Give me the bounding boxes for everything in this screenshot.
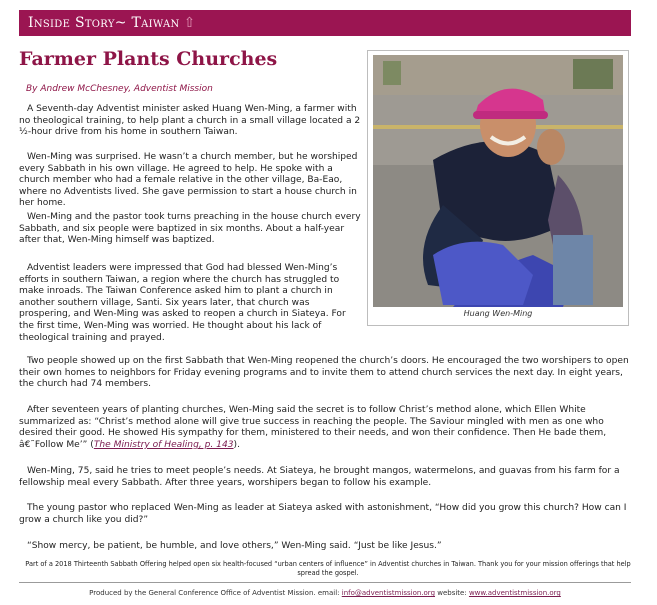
paragraph-4: Adventist leaders were impressed that God had blessed Wen-Ming’s efforts in southern Taiwan, a region where the church has struggled to make inroads. The Taiwan Conference asked him to plant a church in another southern village, Santi. Six years later, that church was prospering, and Wen-Ming was asked to reopen a church in Siateya. For the first time, Wen-Ming was worried. He thought about his lack of theological training and prayed.	[19, 263, 346, 343]
footer	[19, 589, 631, 597]
footer-prefix: Produced by the General Conference Office of Adventist Mission. email:	[89, 589, 342, 597]
paragraph-8: The young pastor who replaced Wen-Ming as leader at Siateya asked with astonishment, “How did you grow this church? How can I grow a church like you did?”	[19, 503, 627, 525]
paragraph-6	[19, 405, 637, 451]
footer-divider	[19, 582, 631, 583]
website-link[interactable]: www.adventistmission.org	[468, 589, 561, 597]
paragraph-6-text: After seventeen years of planting churches, Wen-Ming said the secret is to follow Christ’s method alone, which Ellen White summarized as: “Christ’s method alone will give true success in reaching the people. The Saviour mingled with men as one who desired their good. He showed His sympathy for them, ministered to their needs, and won their confidence. Then He bade them, â€˜Follow Me’” (	[19, 405, 607, 450]
footer-middle: website:	[435, 589, 469, 597]
paragraph-2: Wen-Ming was surprised. He wasn’t a church member, but he worshiped every Sabbath in his own village. He agreed to help. He spoke with a church member who had a female relative in the other village, Ba-Eao, where no Adventists lived. She gave permission to start a house church in her home.	[19, 152, 358, 209]
email-link[interactable]: info@adventistmission.org	[341, 589, 436, 597]
paragraph-3: Wen-Ming and the pastor took turns preaching in the house church every Sabbath, and six people were baptized in six months. About a half-year after that, Wen-Ming himself was baptized.	[19, 212, 361, 246]
article-title: Farmer Plants Churches	[19, 48, 278, 70]
ministry-of-healing-link[interactable]: The Ministry of Healing, p. 143	[93, 439, 234, 450]
paragraph-9: “Show mercy, be patient, be humble, and love others,” Wen-Ming said. “Just be like Jesus.”	[27, 541, 442, 551]
paragraph-1: A Seventh-day Adventist minister asked Huang Wen-Ming, a farmer with no theological training, to help plant a church in a small village located a 2 ½-hour drive from his home in southern Taiwan.	[19, 104, 361, 138]
section-header-bar	[19, 10, 631, 36]
up-arrow-icon: ⇧	[183, 15, 196, 31]
paragraph-7: Wen-Ming, 75, said he tries to meet people’s needs. At Siateya, he brought mangos, watermelons, and guavas from his farm for a fellowship meal every Sabbath. After three years, worshipers began to follow his example.	[19, 466, 620, 488]
paragraph-5: Two people showed up on the first Sabbath that Wen-Ming reopened the church’s doors. He encouraged the two worshipers to open their own homes to neighbors for Friday evening programs and to invite them to attend church services the next day. In eight years, the church had 74 members.	[19, 356, 629, 390]
section-title: Inside Story~ Taiwan	[28, 15, 180, 31]
farmer-on-scooter-photo	[373, 55, 623, 307]
offering-footnote: Part of a 2018 Thirteenth Sabbath Offering helped open six health-focused “urban centers of influence” in Adventist churches in Taiwan. Thank you for your mission offerings that help spread the gospel.	[25, 560, 631, 577]
byline: By Andrew McChesney, Adventist Mission	[26, 84, 213, 94]
paragraph-6-end: ).	[233, 439, 240, 450]
photo-caption: Huang Wen-Ming	[463, 309, 533, 318]
photo-frame	[367, 50, 629, 326]
